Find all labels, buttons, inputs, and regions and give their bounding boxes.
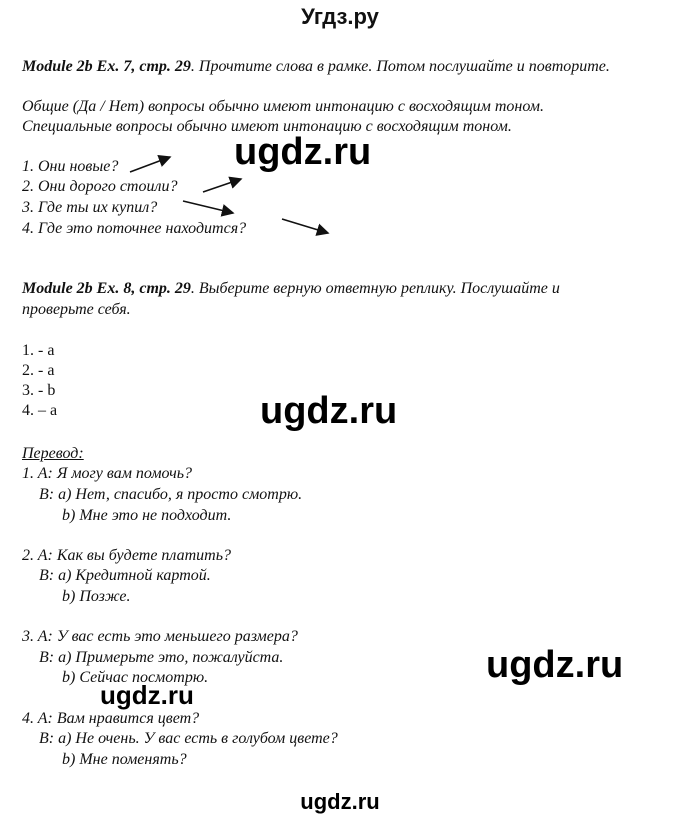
dialog-1-answer-b: b) Мне это не подходит.	[62, 507, 232, 524]
ex8-instruction-cont: проверьте себя.	[22, 301, 131, 318]
ex8-answer-4: 4. – a	[22, 402, 58, 419]
dialog-2-question: 2. A: Как вы будете платить?	[22, 547, 231, 564]
ex7-reference: Module 2b Ex. 7, стр. 29	[22, 58, 191, 75]
watermark: ugdz.ru	[260, 390, 398, 432]
rising-arrow-1	[130, 157, 170, 172]
ex8-answer-3: 3. - b	[22, 382, 56, 399]
dialog-1-question: 1. A: Я могу вам помочь?	[22, 465, 193, 482]
site-title: Угдз.ру	[301, 4, 379, 29]
dialog-3-answer-b: b) Сейчас посмотрю.	[62, 669, 209, 686]
ex7-item-3: 3. Где ты их купил?	[22, 199, 158, 216]
ex8-answer-2: 2. - a	[22, 362, 55, 379]
falling-arrow-3	[183, 201, 233, 213]
watermark: ugdz.ru	[100, 680, 194, 710]
ex8-answer-1: 1. - a	[22, 342, 55, 359]
dialog-3-question: 3. A: У вас есть это меньшего размера?	[22, 628, 298, 645]
translation-heading: Перевод:	[22, 445, 84, 462]
dialog-1-answer-a: B: a) Нет, спасибо, я просто смотрю.	[39, 486, 303, 503]
dialog-3-answer-a: B: a) Примерьте это, пожалуйста.	[39, 649, 284, 666]
ex8-instruction: . Выберите верную ответную реплику. Послушайте и	[190, 280, 560, 297]
ex7-rule-1: Общие (Да / Нет) вопросы обычно имеют интонацию с восходящим тоном.	[22, 98, 544, 115]
rising-arrow-2	[203, 179, 241, 192]
ex8-reference: Module 2b Ex. 8, стр. 29	[22, 280, 191, 297]
ex7-item-1: 1. Они новые?	[22, 158, 119, 175]
falling-arrow-4	[282, 219, 328, 233]
watermark: ugdz.ru	[234, 131, 372, 173]
ex8-heading	[22, 279, 560, 299]
dialog-2-answer-b: b) Позже.	[62, 588, 131, 605]
watermark: ugdz.ru	[486, 644, 624, 686]
dialog-4-answer-b: b) Мне поменять?	[62, 751, 187, 768]
ex7-rule-2: Специальные вопросы обычно имеют интонацию с восходящим тоном.	[22, 118, 512, 135]
dialog-4-answer-a: B: a) Не очень. У вас есть в голубом цвете?	[39, 730, 338, 747]
ex7-instruction: . Прочтите слова в рамке. Потом послушайте и повторите.	[190, 58, 610, 75]
dialog-2-answer-a: B: a) Кредитной картой.	[39, 567, 211, 584]
watermark: ugdz.ru	[300, 789, 380, 814]
dialog-4-question: 4. A: Вам нравится цвет?	[22, 710, 200, 727]
ex7-item-4: 4. Где это поточнее находится?	[22, 220, 247, 237]
ex7-item-2: 2. Они дорого стоили?	[22, 178, 178, 195]
